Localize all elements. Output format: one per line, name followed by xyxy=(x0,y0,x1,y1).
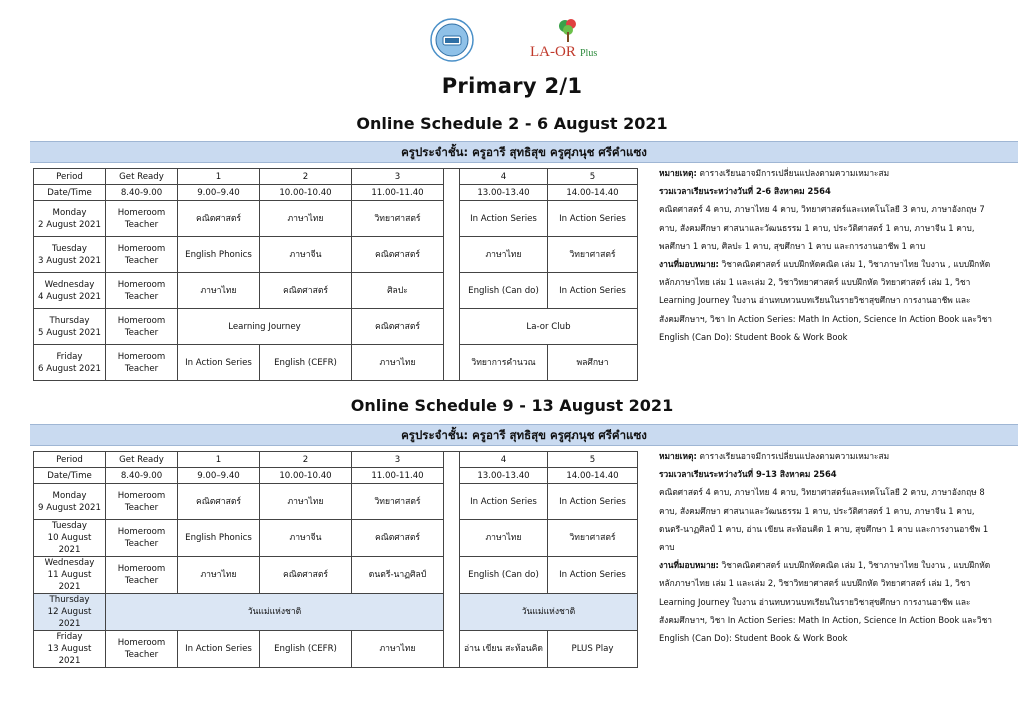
hours-line: คณิตศาสตร์ 4 คาบ, ภาษาไทย 4 คาบ, วิทยาศาสตร์และเทคโนโลยี 3 คาบ, ภาษาอังกฤษ 7 xyxy=(659,204,985,215)
period-1-cell: In Action Series xyxy=(178,631,260,668)
assign-line xyxy=(659,255,1005,273)
schedule-2-notes xyxy=(659,447,1005,647)
period-2-cell: คณิตศาสตร์ xyxy=(260,273,352,309)
time-1: 9.00–9.40 xyxy=(178,185,260,201)
period-4-cell: ภาษาไทย xyxy=(460,520,548,557)
period-2-cell: ภาษาจีน xyxy=(260,237,352,273)
time-3: 11.00-11.40 xyxy=(352,185,444,201)
period-1-2-merged-cell: Learning Journey xyxy=(178,309,352,345)
day-date: 9 August 2021 xyxy=(38,502,101,513)
homeroom-text: Homeroom xyxy=(117,315,166,326)
hours-line: พลศึกษา 1 คาบ, ศิลปะ 1 คาบ, สุขศึกษา 1 คาบ และการงานอาชีพ 1 คาบ xyxy=(659,240,926,251)
period-4-cell: In Action Series xyxy=(460,201,548,237)
homeroom-text: Homeroom xyxy=(117,279,166,290)
period-4-cell: วิทยาการคำนวณ xyxy=(460,345,548,381)
holiday-merged-cell: วันแม่แห่งชาติ xyxy=(106,594,444,631)
assign-line: English (Can Do): Student Book & Work Book xyxy=(659,633,848,644)
day-cell xyxy=(34,201,106,237)
teacher-text: Teacher xyxy=(124,219,159,230)
homeroom-text: Homeroom xyxy=(117,243,166,254)
lunch-gap xyxy=(444,452,460,668)
header-row xyxy=(34,169,638,185)
teacher-text: Teacher xyxy=(124,650,159,660)
day-date: 4 August 2021 xyxy=(38,291,101,302)
day-date: 2 August 2021 xyxy=(38,219,101,230)
time-row xyxy=(34,468,638,484)
col-2: 2 xyxy=(260,169,352,185)
col-get-ready: Get Ready xyxy=(106,452,178,468)
la-or-plus-logo xyxy=(528,16,608,64)
assign-line: หลักภาษาไทย เล่ม 1 และเล่ม 2, วิชาวิทยาศาสตร์ แบบฝึกหัด วิทยาศาสตร์ เล่ม 1, วิชา xyxy=(659,277,971,288)
day-cell xyxy=(34,237,106,273)
lunch-gap xyxy=(444,169,460,381)
teacher-text: Teacher xyxy=(124,291,159,302)
period-3-cell: ดนตรี-นาฏศิลป์ xyxy=(352,557,444,594)
day-date: 10 August 2021 xyxy=(47,533,92,555)
time-5: 14.00-14.40 xyxy=(548,185,638,201)
day-date: 12 August 2021 xyxy=(47,607,92,629)
period-1-cell: คณิตศาสตร์ xyxy=(178,201,260,237)
day-date: 6 August 2021 xyxy=(38,363,101,374)
time-3: 11.00-11.40 xyxy=(352,468,444,484)
period-2-cell: ภาษาจีน xyxy=(260,520,352,557)
col-period: Period xyxy=(34,452,106,468)
time-label: Date/Time xyxy=(34,468,106,484)
col-3: 3 xyxy=(352,169,444,185)
period-1-cell: English Phonics xyxy=(178,237,260,273)
day-cell xyxy=(34,557,106,594)
table-row xyxy=(34,273,638,309)
homeroom-text: Homeroom xyxy=(117,527,166,537)
remark-text: ตารางเรียนอาจมีการเปลี่ยนแปลงตามความเหมาะสม xyxy=(696,168,890,178)
time-4: 13.00-13.40 xyxy=(460,185,548,201)
time-2: 10.00-10.40 xyxy=(260,185,352,201)
period-5-cell: In Action Series xyxy=(548,201,638,237)
hours-line: ดนตรี-นาฏศิลป์ 1 คาบ, อ่าน เขียน สะท้อนคิด 1 คาบ, สุขศึกษา 1 คาบ และการงานอาชีพ 1 xyxy=(659,523,989,534)
period-5-cell: In Action Series xyxy=(548,557,638,594)
remark-label: หมายเหตุ: xyxy=(659,451,697,461)
hours-line: คาบ, สังคมศึกษา ศาสนาและวัฒนธรรม 1 คาบ, ประวัติศาสตร์ 1 คาบ, ภาษาจีน 1 คาบ, xyxy=(659,222,975,233)
total-label-text: รวมเวลาเรียนระหว่างวันที่ 9-13 สิงหาคม 2564 xyxy=(659,469,837,480)
period-3-cell: ภาษาไทย xyxy=(352,631,444,668)
assign-label: งานที่มอบหมาย: xyxy=(659,259,719,270)
day-date: 5 August 2021 xyxy=(38,327,101,338)
time-4: 13.00-13.40 xyxy=(460,468,548,484)
day-name: Thursday xyxy=(49,595,90,605)
day-name: Thursday xyxy=(49,315,90,326)
col-4: 4 xyxy=(460,452,548,468)
schedule-2-subtitle: Online Schedule 9 - 13 August 2021 xyxy=(350,396,674,415)
assign-text: วิชาคณิตศาสตร์ แบบฝึกหัดคณิต เล่ม 1, วิชาภาษาไทย ใบงาน , แบบฝึกหัด xyxy=(718,560,991,571)
assign-line: Learning Journey ใบงาน อ่านทบทวนบทเรียนในรายวิชาสุขศึกษา การงานอาชีพ และ xyxy=(659,295,971,306)
remark-label: หมายเหตุ: xyxy=(659,168,697,178)
day-name: Monday xyxy=(52,490,87,501)
day-name: Wednesday xyxy=(44,279,95,290)
table-row xyxy=(34,201,638,237)
period-3-cell: คณิตศาสตร์ xyxy=(352,237,444,273)
period-2-cell: ภาษาไทย xyxy=(260,484,352,520)
teacher-text: Teacher xyxy=(124,363,159,374)
period-3-cell: วิทยาศาสตร์ xyxy=(352,201,444,237)
period-4-cell: อ่าน เขียน สะท้อนคิด xyxy=(460,631,548,668)
period-3-cell: วิทยาศาสตร์ xyxy=(352,484,444,520)
period-4-cell: English (Can do) xyxy=(460,273,548,309)
col-period: Period xyxy=(34,169,106,185)
period-4-cell: In Action Series xyxy=(460,484,548,520)
period-5-cell: พลศึกษา xyxy=(548,345,638,381)
period-3-cell: คณิตศาสตร์ xyxy=(352,309,444,345)
hours-line: คาบ, สังคมศึกษา ศาสนาและวัฒนธรรม 1 คาบ, ประวัติศาสตร์ 1 คาบ, ภาษาจีน 1 คาบ, xyxy=(659,505,975,516)
time-5: 14.00-14.40 xyxy=(548,468,638,484)
day-name: Wednesday xyxy=(44,558,95,568)
homeroom-text: Homeroom xyxy=(117,638,166,648)
table-row xyxy=(34,557,638,594)
time-get-ready: 8.40-9.00 xyxy=(106,185,178,201)
total-label xyxy=(659,465,1005,483)
period-3-cell: ภาษาไทย xyxy=(352,345,444,381)
get-ready-cell xyxy=(106,201,178,237)
teacher-text: Teacher xyxy=(124,255,159,266)
time-get-ready: 8.40-9.00 xyxy=(106,468,178,484)
get-ready-cell xyxy=(106,631,178,668)
teacher-text: Teacher xyxy=(124,539,159,549)
get-ready-cell xyxy=(106,557,178,594)
get-ready-cell xyxy=(106,345,178,381)
schedule-1-table xyxy=(33,168,638,381)
teacher-text: Teacher xyxy=(124,327,159,338)
period-3-cell: ศิลปะ xyxy=(352,273,444,309)
col-5: 5 xyxy=(548,452,638,468)
schedule-1-teacher-band: ครูประจำชั้น: ครูอารี สุทธิสุข ครูศุภนุช ศรีคำแซง xyxy=(30,141,1018,163)
header-row xyxy=(34,452,638,468)
period-4-cell: ภาษาไทย xyxy=(460,237,548,273)
period-1-cell: ภาษาไทย xyxy=(178,273,260,309)
day-name: Tuesday xyxy=(52,243,87,254)
total-label-text: รวมเวลาเรียนระหว่างวันที่ 2-6 สิงหาคม 2564 xyxy=(659,186,831,197)
day-cell xyxy=(34,273,106,309)
holiday-merged-cell: วันแม่แห่งชาติ xyxy=(460,594,638,631)
homeroom-text: Homeroom xyxy=(117,207,166,218)
table-row xyxy=(34,631,638,668)
table-row xyxy=(34,594,638,631)
assign-line: English (Can Do): Student Book & Work Book xyxy=(659,331,848,342)
col-4: 4 xyxy=(460,169,548,185)
period-3-cell: คณิตศาสตร์ xyxy=(352,520,444,557)
day-date: 13 August 2021 xyxy=(47,644,92,666)
logo-text: LA-OR xyxy=(530,44,576,60)
homeroom-text: Homeroom xyxy=(117,564,166,574)
assign-line xyxy=(659,556,1005,574)
col-3: 3 xyxy=(352,452,444,468)
time-row xyxy=(34,185,638,201)
table-row xyxy=(34,345,638,381)
day-date: 3 August 2021 xyxy=(38,255,101,266)
homeroom-text: Homeroom xyxy=(117,490,166,501)
period-5-cell: In Action Series xyxy=(548,484,638,520)
get-ready-cell xyxy=(106,309,178,345)
table-row xyxy=(34,520,638,557)
period-1-cell: In Action Series xyxy=(178,345,260,381)
get-ready-cell xyxy=(106,273,178,309)
day-cell xyxy=(34,309,106,345)
table-row xyxy=(34,484,638,520)
assign-line: สังคมศึกษาฯ, วิชา In Action Series: Math In Action, Science In Action Book และวิชา xyxy=(659,313,992,324)
period-2-cell: English (CEFR) xyxy=(260,631,352,668)
period-5-cell: PLUS Play xyxy=(548,631,638,668)
get-ready-cell xyxy=(106,237,178,273)
period-2-cell: คณิตศาสตร์ xyxy=(260,557,352,594)
day-name: Monday xyxy=(52,207,87,218)
period-1-cell: ภาษาไทย xyxy=(178,557,260,594)
assign-line: หลักภาษาไทย เล่ม 1 และเล่ม 2, วิชาวิทยาศาสตร์ แบบฝึกหัด วิทยาศาสตร์ เล่ม 1, วิชา xyxy=(659,578,971,589)
assign-line: Learning Journey ใบงาน อ่านทบทวนบทเรียนในรายวิชาสุขศึกษา การงานอาชีพ และ xyxy=(659,596,971,607)
remark-text: ตารางเรียนอาจมีการเปลี่ยนแปลงตามความเหมาะสม xyxy=(696,451,890,461)
assign-label: งานที่มอบหมาย: xyxy=(659,560,719,571)
period-2-cell: English (CEFR) xyxy=(260,345,352,381)
day-name: Friday xyxy=(56,632,83,642)
time-2: 10.00-10.40 xyxy=(260,468,352,484)
day-cell xyxy=(34,631,106,668)
period-2-cell: ภาษาไทย xyxy=(260,201,352,237)
hours-line: คาบ xyxy=(659,542,675,553)
header-logos xyxy=(0,16,1024,64)
day-cell xyxy=(34,345,106,381)
col-5: 5 xyxy=(548,169,638,185)
table-row xyxy=(34,237,638,273)
teacher-text: Teacher xyxy=(124,576,159,586)
period-5-cell: In Action Series xyxy=(548,273,638,309)
col-1: 1 xyxy=(178,169,260,185)
day-cell xyxy=(34,484,106,520)
day-name: Friday xyxy=(56,351,83,362)
day-date: 11 August 2021 xyxy=(47,570,92,592)
period-5-cell: วิทยาศาสตร์ xyxy=(548,520,638,557)
col-2: 2 xyxy=(260,452,352,468)
period-5-cell: วิทยาศาสตร์ xyxy=(548,237,638,273)
total-label xyxy=(659,182,1005,200)
schedule-2-table xyxy=(33,451,638,668)
schedule-2-teacher-band: ครูประจำชั้น: ครูอารี สุทธิสุข ครูศุภนุช ศรีคำแซง xyxy=(30,424,1018,446)
homeroom-text: Homeroom xyxy=(117,351,166,362)
period-4-cell: English (Can do) xyxy=(460,557,548,594)
remark-line xyxy=(659,164,1005,182)
logo-plus-text: Plus xyxy=(580,48,598,59)
period-1-cell: English Phonics xyxy=(178,520,260,557)
schedule-1-notes xyxy=(659,164,1005,346)
get-ready-cell xyxy=(106,484,178,520)
col-get-ready: Get Ready xyxy=(106,169,178,185)
table-row xyxy=(34,309,638,345)
day-cell xyxy=(34,594,106,631)
time-1: 9.00–9.40 xyxy=(178,468,260,484)
day-name: Tuesday xyxy=(52,521,87,531)
time-label: Date/Time xyxy=(34,185,106,201)
hours-line: คณิตศาสตร์ 4 คาบ, ภาษาไทย 4 คาบ, วิทยาศาสตร์และเทคโนโลยี 2 คาบ, ภาษาอังกฤษ 8 xyxy=(659,487,985,498)
teacher-text: Teacher xyxy=(124,502,159,513)
day-cell xyxy=(34,520,106,557)
assign-line: สังคมศึกษาฯ, วิชา In Action Series: Math In Action, Science In Action Book และวิชา xyxy=(659,614,992,625)
page-title: Primary 2/1 xyxy=(441,74,583,98)
schedule-1-subtitle: Online Schedule 2 - 6 August 2021 xyxy=(356,114,668,133)
get-ready-cell xyxy=(106,520,178,557)
assign-text: วิชาคณิตศาสตร์ แบบฝึกหัดคณิต เล่ม 1, วิชาภาษาไทย ใบงาน , แบบฝึกหัด xyxy=(718,259,991,270)
period-1-cell: คณิตศาสตร์ xyxy=(178,484,260,520)
col-1: 1 xyxy=(178,452,260,468)
period-4-5-merged-cell: La-or Club xyxy=(460,309,638,345)
remark-line xyxy=(659,447,1005,465)
school-seal-icon xyxy=(430,18,474,62)
